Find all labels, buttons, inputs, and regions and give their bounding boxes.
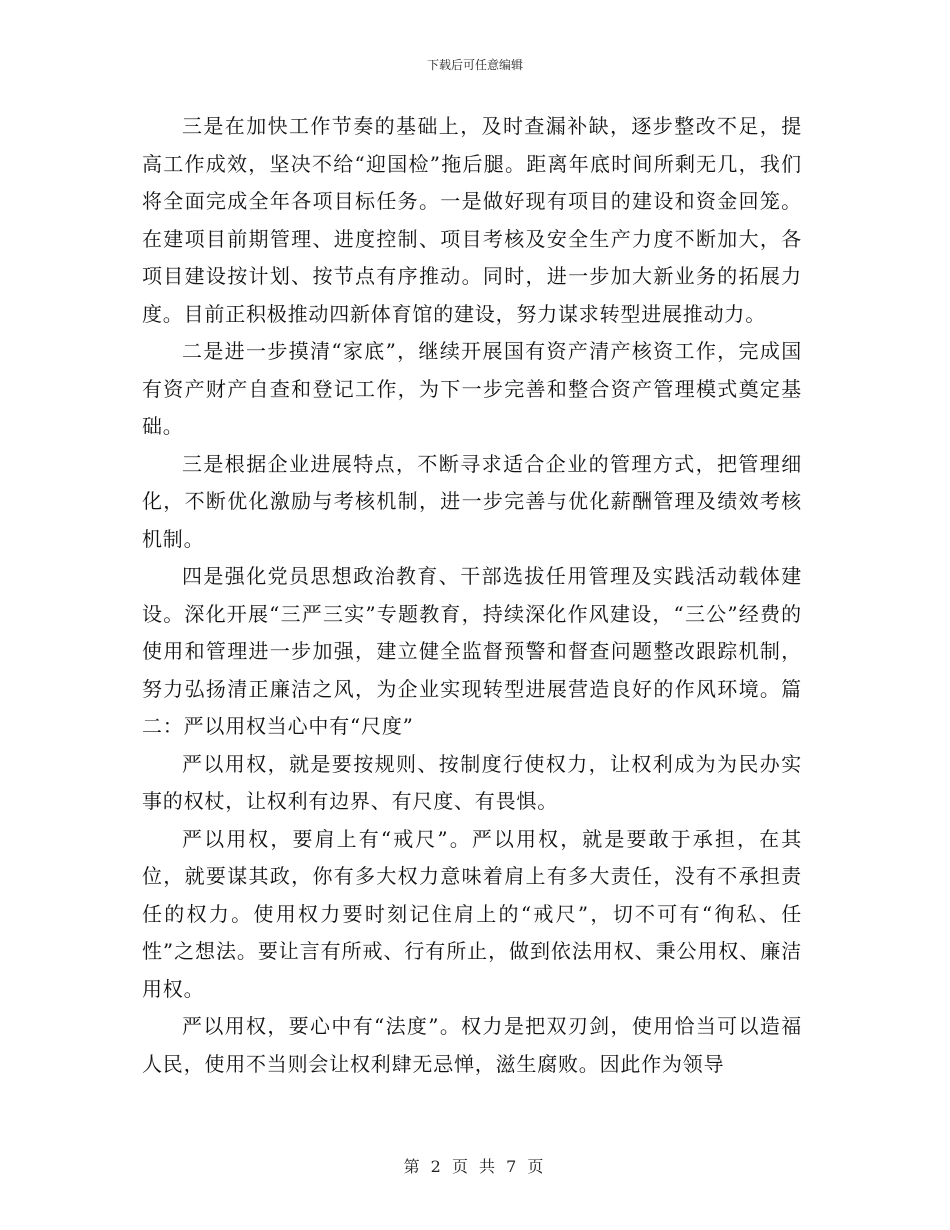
- paragraph-2: 二是进一步摸清“家底”，继续开展国有资产清产核资工作，完成国有资产财产自查和登记工作，为下一步完善和整合资产管理模式奠定基础。: [142, 339, 802, 438]
- page-number: 第 2 页 共 7 页: [403, 1157, 547, 1176]
- paragraph-7: 严以用权，要心中有“法度”。权力是把双刃剑，使用恰当可以造福人民，使用不当则会让权利肆无忌惮，滋生腐败。因此作为领导: [142, 1014, 802, 1076]
- paragraph-1: 三是在加快工作节奏的基础上，及时查漏补缺，逐步整改不足，提高工作成效，坚决不给“迎国检”拖后腿。距离年底时间所剩无几，我们将全面完成全年各项目标任务。一是做好现有项目的建设和资金回笼。在建项目前期管理、进度控制、项目考核及安全生产力度不断加大，各项目建设按计划、按节点有序推动。同时，进一步加大新业务的拓展力度。目前正积极推动四新体育馆的建设，努力谋求转型进展推动力。: [142, 114, 802, 326]
- paragraph-5: 严以用权，就是要按规则、按制度行使权力，让权利成为为民办实事的权杖，让权利有边界、有尺度、有畏惧。: [142, 751, 802, 813]
- document-body: [142, 108, 802, 1083]
- paragraph-3: 三是根据企业进展特点，不断寻求适合企业的管理方式，把管理细化，不断优化激励与考核机制，进一步完善与优化薪酬管理及绩效考核机制。: [142, 451, 802, 551]
- paragraph-4: 四是强化党员思想政治教育、干部选拔任用管理及实践活动载体建设。深化开展“三严三实”专题教育，持续深化作风建设，“三公”经费的使用和管理进一步加强，建立健全监督预警和督查问题整改跟踪机制，努力弘扬清正廉洁之风，为企业实现转型进展营造良好的作风环境。篇二：严以用权当心中有“尺度”: [142, 564, 802, 738]
- paragraph-6: 严以用权，要肩上有“戒尺”。严以用权，就是要敢于承担，在其位，就要谋其政，你有多大权力意味着肩上有多大责任，没有不承担责任的权力。使用权力要时刻记住肩上的“戒尺”，切不可有“徇私、任性”之想法。要让言有所戒、行有所止，做到依法用权、秉公用权、廉洁用权。: [142, 826, 802, 1001]
- page-header-note: 下载后可任意编辑: [426, 58, 523, 72]
